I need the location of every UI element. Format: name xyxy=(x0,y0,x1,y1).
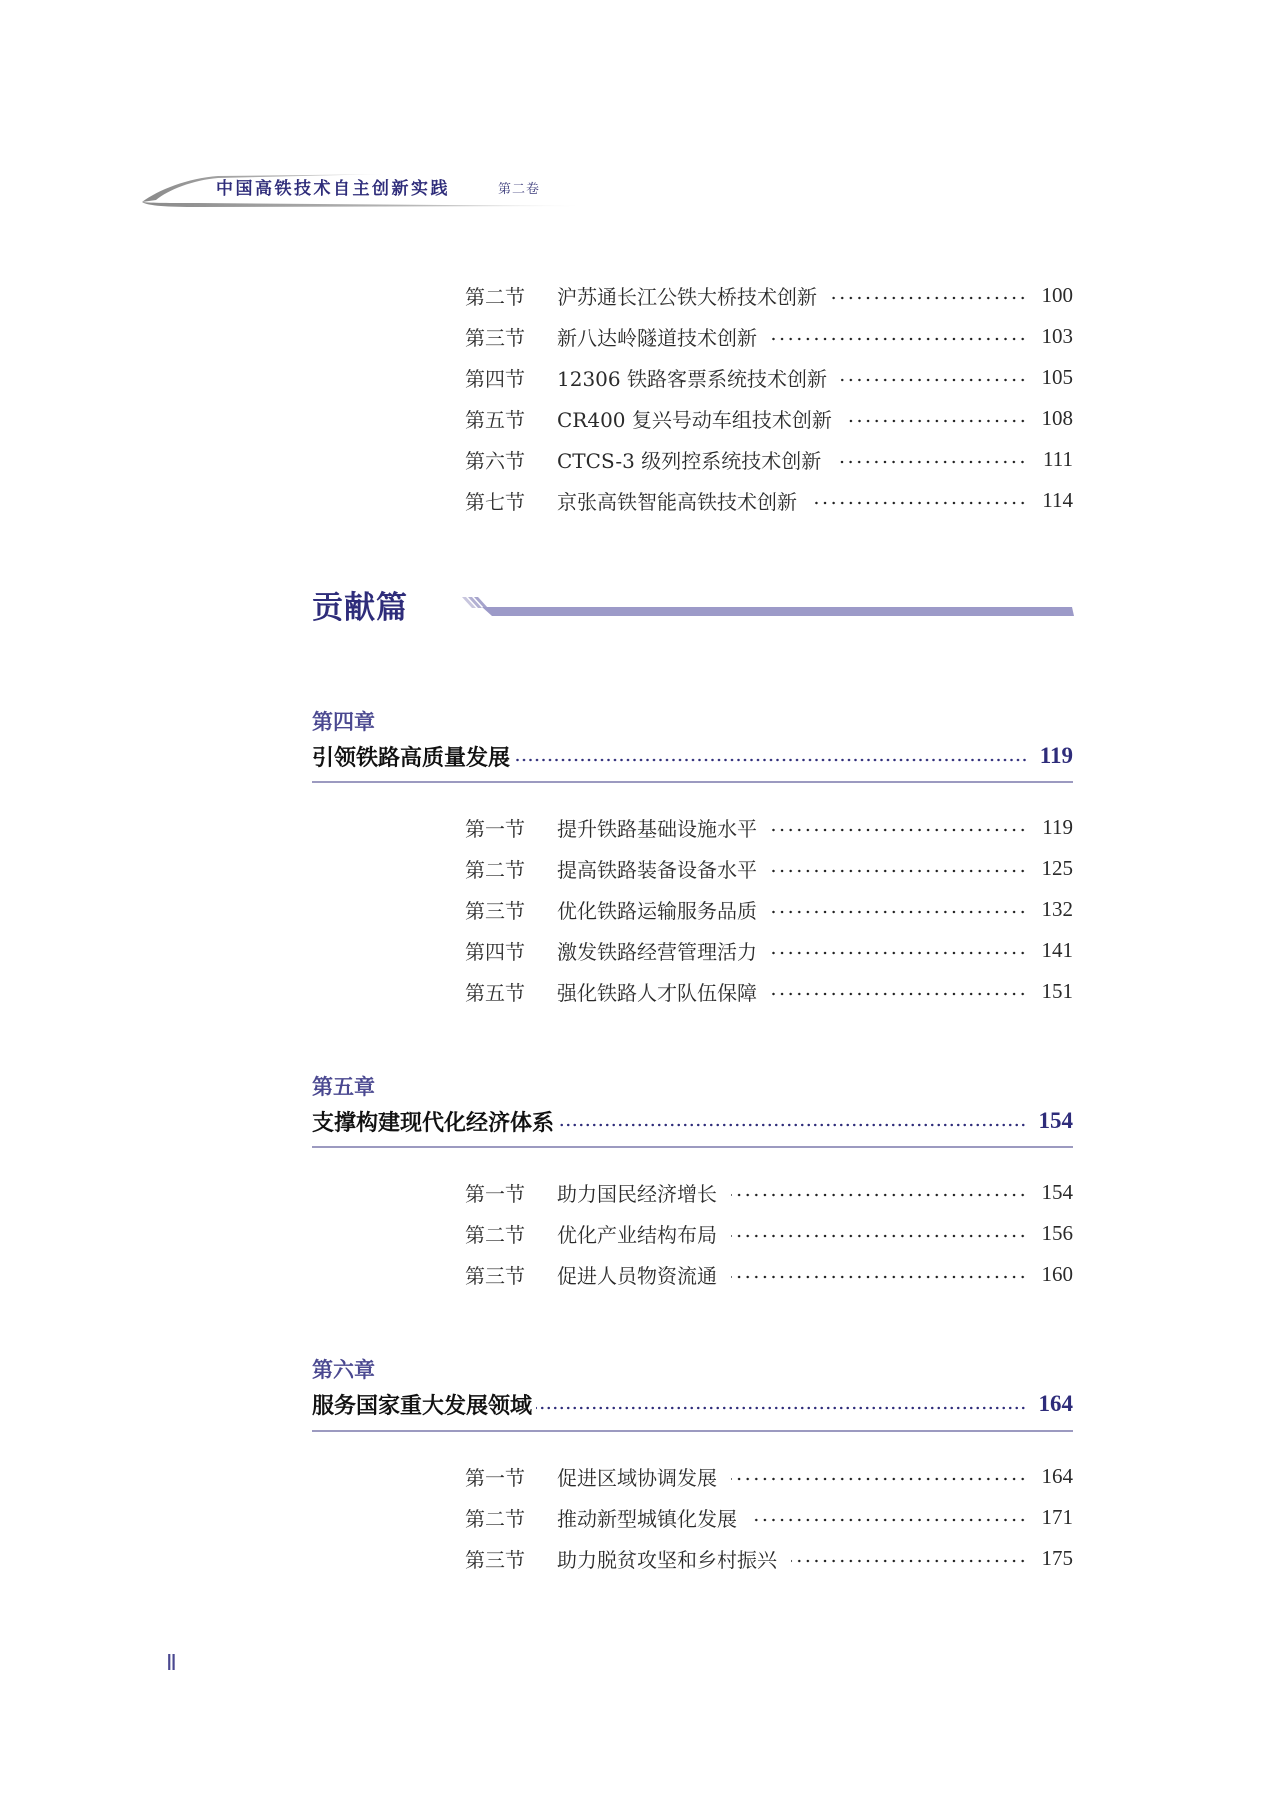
dot-leader xyxy=(771,828,1027,832)
toc-section-row[interactable] xyxy=(465,1543,1073,1573)
section-title: 优化产业结构布局 xyxy=(557,1222,717,1247)
section-title: 12306 铁路客票系统技术创新 xyxy=(557,366,827,391)
chapter-label: 第六章 xyxy=(312,1357,375,1382)
section-title: 京张高铁智能高铁技术创新 xyxy=(557,489,797,514)
dot-leader xyxy=(731,1193,1027,1197)
section-title: CR400 复兴号动车组技术创新 xyxy=(557,407,832,432)
dot-leader xyxy=(731,1275,1027,1279)
dot-leader xyxy=(514,758,1028,762)
page-number: 154 xyxy=(1041,1179,1073,1204)
toc-section-row[interactable] xyxy=(465,853,1073,883)
toc-section-row[interactable] xyxy=(465,362,1073,392)
page-number: 156 xyxy=(1041,1220,1073,1245)
section-number: 第二节 xyxy=(465,284,525,309)
section-title: 激发铁路经营管理活力 xyxy=(557,939,757,964)
section-number: 第三节 xyxy=(465,1263,525,1288)
section-number: 第五节 xyxy=(465,407,525,432)
section-number: 第六节 xyxy=(465,448,525,473)
section-number: 第一节 xyxy=(465,816,525,841)
dot-leader xyxy=(731,1234,1027,1238)
section-number: 第二节 xyxy=(465,1222,525,1247)
page-number: 103 xyxy=(1041,323,1073,348)
section-title: 沪苏通长江公铁大桥技术创新 xyxy=(557,284,817,309)
page-number: 125 xyxy=(1041,855,1073,880)
toc-section-row[interactable] xyxy=(465,280,1073,310)
volume-label: 第二卷 xyxy=(498,182,541,197)
section-title: 推动新型城镇化发展 xyxy=(557,1506,737,1531)
dot-leader xyxy=(771,992,1027,996)
section-number: 第二节 xyxy=(465,1506,525,1531)
page-number: 119 xyxy=(1042,814,1073,839)
dot-leader xyxy=(771,869,1027,873)
chapter-title: 引领铁路高质量发展 xyxy=(312,745,511,771)
section-number: 第七节 xyxy=(465,489,525,514)
section-title: 促进人员物资流通 xyxy=(557,1263,717,1288)
dot-leader xyxy=(835,460,1027,464)
section-number: 第三节 xyxy=(465,325,525,350)
toc-section-row[interactable] xyxy=(465,935,1073,965)
page-folio: Ⅱ xyxy=(166,1650,177,1675)
dot-leader xyxy=(846,419,1027,423)
page-number: 105 xyxy=(1041,364,1073,389)
page-number: 160 xyxy=(1041,1261,1073,1286)
section-title: 优化铁路运输服务品质 xyxy=(557,898,757,923)
page-number: 164 xyxy=(1041,1463,1073,1488)
running-header xyxy=(138,168,578,208)
page-number: 111 xyxy=(1043,446,1073,471)
dot-leader xyxy=(558,1123,1026,1127)
section-title: 提高铁路装备设备水平 xyxy=(557,857,757,882)
dot-leader xyxy=(771,910,1027,914)
page-number: 171 xyxy=(1041,1504,1073,1529)
chapter-page-number: 119 xyxy=(1039,743,1073,768)
chapter-rule xyxy=(312,1430,1073,1432)
page-number: 108 xyxy=(1041,405,1073,430)
page-number: 141 xyxy=(1041,937,1073,962)
page-number: 132 xyxy=(1041,896,1073,921)
dot-leader xyxy=(771,951,1027,955)
book-title: 中国高铁技术自主创新实践 xyxy=(216,179,450,199)
chapter-rule xyxy=(312,1146,1073,1148)
page-number: 151 xyxy=(1041,978,1073,1003)
toc-section-row[interactable] xyxy=(465,1177,1073,1207)
dot-leader xyxy=(751,1518,1027,1522)
toc-section-row[interactable] xyxy=(465,1218,1073,1248)
section-title: 促进区域协调发展 xyxy=(557,1465,717,1490)
section-number: 第五节 xyxy=(465,980,525,1005)
section-number: 第四节 xyxy=(465,939,525,964)
chapter-title: 服务国家重大发展领域 xyxy=(312,1393,533,1419)
page-number: 100 xyxy=(1041,282,1073,307)
page-number: 114 xyxy=(1042,487,1073,512)
chapter-row[interactable] xyxy=(312,1387,1073,1421)
toc-section-row[interactable] xyxy=(465,976,1073,1006)
section-number: 第三节 xyxy=(465,1547,525,1572)
dot-leader xyxy=(831,296,1027,300)
dot-leader xyxy=(731,1477,1027,1481)
chapter-row[interactable] xyxy=(312,1104,1073,1138)
section-title: 强化铁路人才队伍保障 xyxy=(557,980,757,1005)
part-divider-bar-icon xyxy=(460,590,1075,618)
toc-section-row[interactable] xyxy=(465,1259,1073,1289)
toc-section-row[interactable] xyxy=(465,1502,1073,1532)
dot-leader xyxy=(811,501,1027,505)
chapter-row[interactable] xyxy=(312,739,1073,773)
toc-section-row[interactable] xyxy=(465,485,1073,515)
section-title: CTCS-3 级列控系统技术创新 xyxy=(557,448,822,473)
section-title: 提升铁路基础设施水平 xyxy=(557,816,757,841)
toc-section-row[interactable] xyxy=(465,444,1073,474)
dot-leader xyxy=(791,1559,1027,1563)
toc-section-row[interactable] xyxy=(465,894,1073,924)
dot-leader xyxy=(771,337,1027,341)
section-number: 第三节 xyxy=(465,898,525,923)
chapter-page-number: 154 xyxy=(1038,1108,1073,1133)
section-title: 新八达岭隧道技术创新 xyxy=(557,325,757,350)
toc-section-row[interactable] xyxy=(465,1461,1073,1491)
toc-section-row[interactable] xyxy=(465,812,1073,842)
chapter-label: 第五章 xyxy=(312,1074,375,1099)
section-number: 第四节 xyxy=(465,366,525,391)
toc-section-row[interactable] xyxy=(465,403,1073,433)
part-title: 贡献篇 xyxy=(312,590,408,626)
page-number: 175 xyxy=(1041,1545,1073,1570)
dot-leader xyxy=(536,1406,1026,1410)
chapter-title: 支撑构建现代化经济体系 xyxy=(312,1110,555,1136)
chapter-label: 第四章 xyxy=(312,709,375,734)
section-number: 第一节 xyxy=(465,1465,525,1490)
chapter-page-number: 164 xyxy=(1038,1391,1073,1416)
section-number: 第一节 xyxy=(465,1181,525,1206)
toc-section-row[interactable] xyxy=(465,321,1073,351)
chapter-rule xyxy=(312,781,1073,783)
section-number: 第二节 xyxy=(465,857,525,882)
dot-leader xyxy=(841,378,1027,382)
section-title: 助力国民经济增长 xyxy=(557,1181,717,1206)
section-title: 助力脱贫攻坚和乡村振兴 xyxy=(557,1547,777,1572)
